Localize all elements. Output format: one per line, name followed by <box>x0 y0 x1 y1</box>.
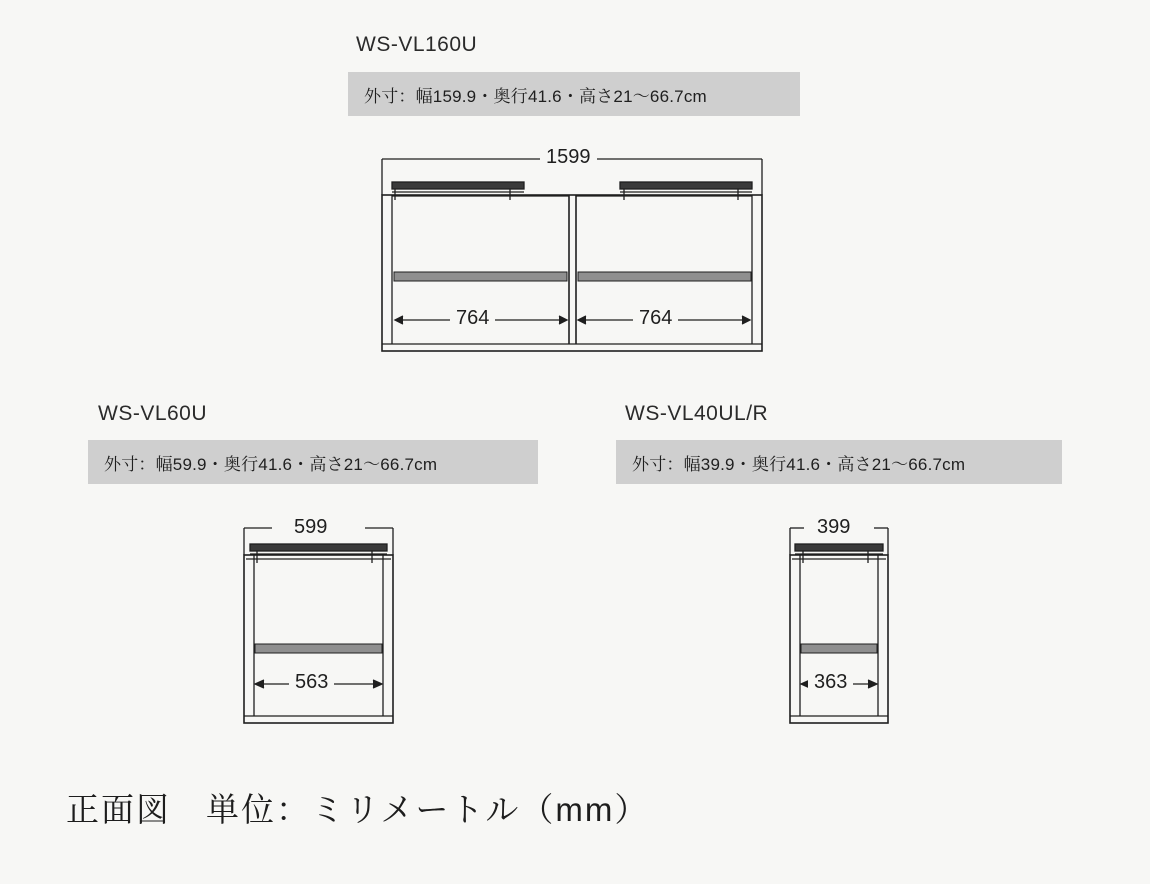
front-view-ws-vl160u <box>370 148 780 363</box>
dim-overall-width-60u: 599 <box>288 516 333 539</box>
front-view-ws-vl40ul-r <box>778 515 918 730</box>
model-title-ws-vl60u: WS-VL60U <box>98 402 208 425</box>
front-view-ws-vl60u <box>226 515 426 730</box>
model-title-ws-vl160u: WS-VL160U <box>356 33 478 56</box>
dim-inner-right-160u: 764 <box>633 307 678 330</box>
dim-overall-width-160u: 1599 <box>540 146 597 169</box>
units-note: 正面図 単位：ミリメートル（mm） <box>66 791 650 828</box>
dim-inner-left-160u: 764 <box>450 307 495 330</box>
dim-overall-width-40u: 399 <box>811 516 856 539</box>
dim-inner-60u: 563 <box>289 671 334 694</box>
model-title-ws-vl40ul-r: WS-VL40UL/R <box>625 402 769 425</box>
spec-band-ws-vl60u: 外寸：幅59.9・奥行41.6・高さ21〜66.7cm <box>88 440 538 484</box>
spec-band-ws-vl40ul-r: 外寸：幅39.9・奥行41.6・高さ21〜66.7cm <box>616 440 1062 484</box>
dim-inner-40u: 363 <box>808 671 853 694</box>
spec-band-ws-vl160u: 外寸：幅159.9・奥行41.6・高さ21〜66.7cm <box>348 72 800 116</box>
